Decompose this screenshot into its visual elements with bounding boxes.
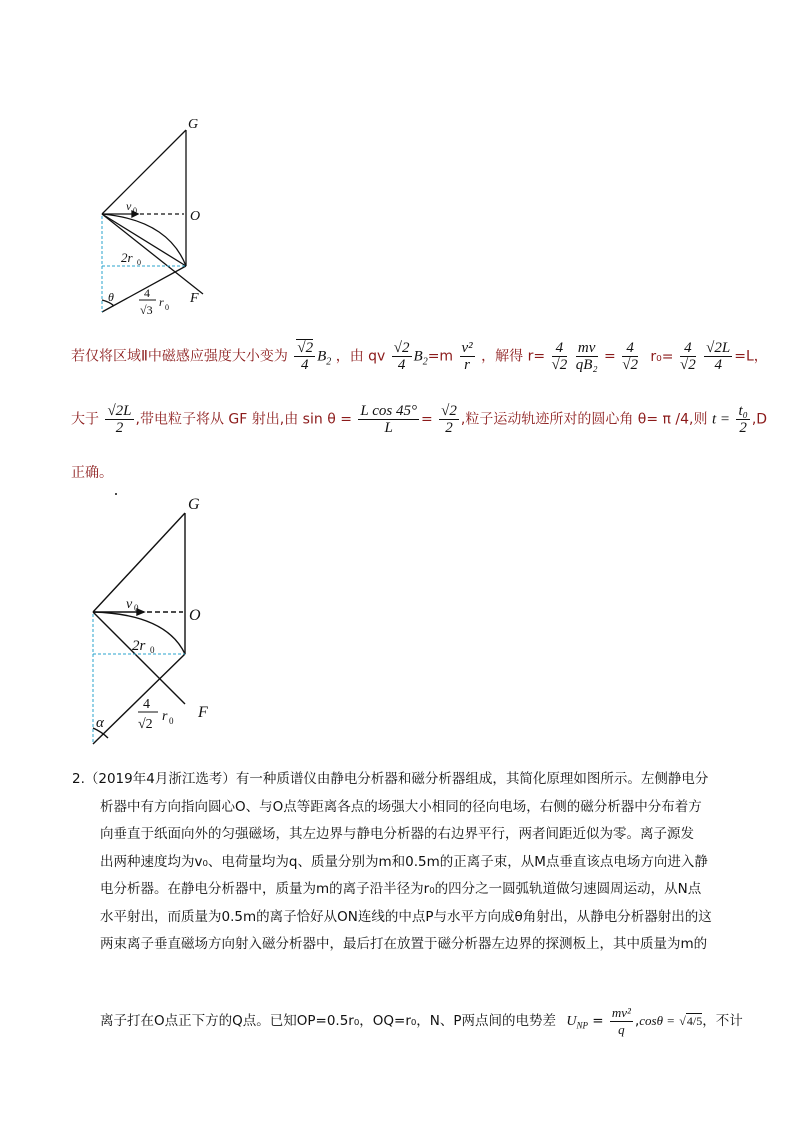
svg-text:0: 0: [133, 206, 137, 215]
svg-text:0: 0: [169, 716, 174, 726]
question-line: 析器中有方向指向圆心O、与O点等距离各点的场强大小相同的径向电场，右侧的磁分析器中分布着方: [100, 798, 702, 815]
label-F: F: [190, 291, 199, 306]
solution-line-1: 若仅将区域Ⅱ中磁感应强度大小变为 $\frac{√2}{4}$ $B_2$ ，由 qv $\frac{√2}{4}$ $B_2=m$ $\frac{\text{v²}}{r}$ ，解得 r= $\frac{4}{√2}$ $\frac{mv}{\text{qB₂}}$ = $\frac{4}{√2}$ r₀= $\frac{4}{√2}$ $\frac{√2L}{4}$ =L，: [71, 340, 768, 373]
label-O: O: [190, 209, 201, 224]
label-O: O: [189, 607, 201, 624]
figure-1: [88, 110, 228, 325]
label-alpha: α: [96, 715, 104, 731]
question-line: 水平射出，而质量为0.5m的离子恰好从ON连线的中点P与水平方向成θ角射出，从静电分析器射出的这: [100, 908, 712, 925]
line-chord: [102, 214, 186, 266]
question-line: 电分析器。在静电分析器中，质量为m的离子沿半径为r₀的四分之一圆弧轨道做匀速圆周运动，从N点: [100, 881, 702, 897]
line-diagonal-to-G: [93, 513, 185, 612]
svg-text:0: 0: [137, 258, 141, 267]
label-G: G: [188, 496, 200, 513]
question-line: 向垂直于纸面向外的匀强磁场，其左边界与静电分析器的右边界平行，两者间距近似为零。离子源发: [100, 826, 694, 842]
solution-line-3: 正确。: [71, 465, 113, 481]
line-diagonal-to-G: [102, 130, 186, 214]
label-theta: θ: [108, 290, 114, 304]
dist-num: 4: [144, 286, 150, 300]
svg-text:0: 0: [165, 303, 169, 312]
svg-text:r: r: [162, 709, 168, 724]
line-diagonal-to-F: [102, 214, 203, 294]
label-F: F: [198, 704, 208, 721]
solution-line-2: 大于 $\frac{√2L}{2}$ ,带电粒子将从 GF 射出,由 sin θ = $\frac{\text{L cos 45°}}{L}$ = $\frac{√2}{2}$ ,粒子运动轨迹所对的圆心角 θ= π /4,则 t = $\frac{\text{t₀}}{2}$ ,D: [71, 403, 768, 436]
svg-text:0: 0: [150, 645, 155, 655]
line-diagonal-to-F: [93, 612, 185, 704]
label-G: G: [188, 117, 199, 132]
svg-text:r: r: [159, 295, 164, 309]
label-2r0: 2r: [132, 638, 146, 654]
label-v: v: [126, 597, 133, 612]
dist-den: √3: [140, 303, 153, 317]
figure-2: [82, 492, 232, 754]
question-2: [72, 766, 722, 959]
dist-den: √2: [138, 717, 153, 732]
svg-text:0: 0: [134, 603, 139, 613]
question-line: 出两种速度均为v₀、电荷量均为q、质量分别为m和0.5m的正离子束，从M点垂直该点电场方向进入静: [100, 853, 708, 870]
question-last-line: 离子打在O点正下方的Q点。已知OP=0.5r₀，OQ=r₀，N、P两点间的电势差 $U_{NP}$ = $\frac{\text{mv²}}{q}$ ,cosθ = √4/5，不计: [100, 1004, 743, 1037]
label-2r0: 2r: [121, 250, 133, 265]
dist-num: 4: [143, 697, 150, 712]
question-line: 2.（2019年4月浙江选考）有一种质谱仪由静电分析器和磁分析器组成，其简化原理如图所示。左侧静电分: [72, 771, 709, 787]
question-line: 两束离子垂直磁场方向射入磁分析器中，最后打在放置于磁分析器左边界的探测板上，其中质量为m的: [100, 936, 708, 952]
label-v: v: [126, 199, 132, 213]
